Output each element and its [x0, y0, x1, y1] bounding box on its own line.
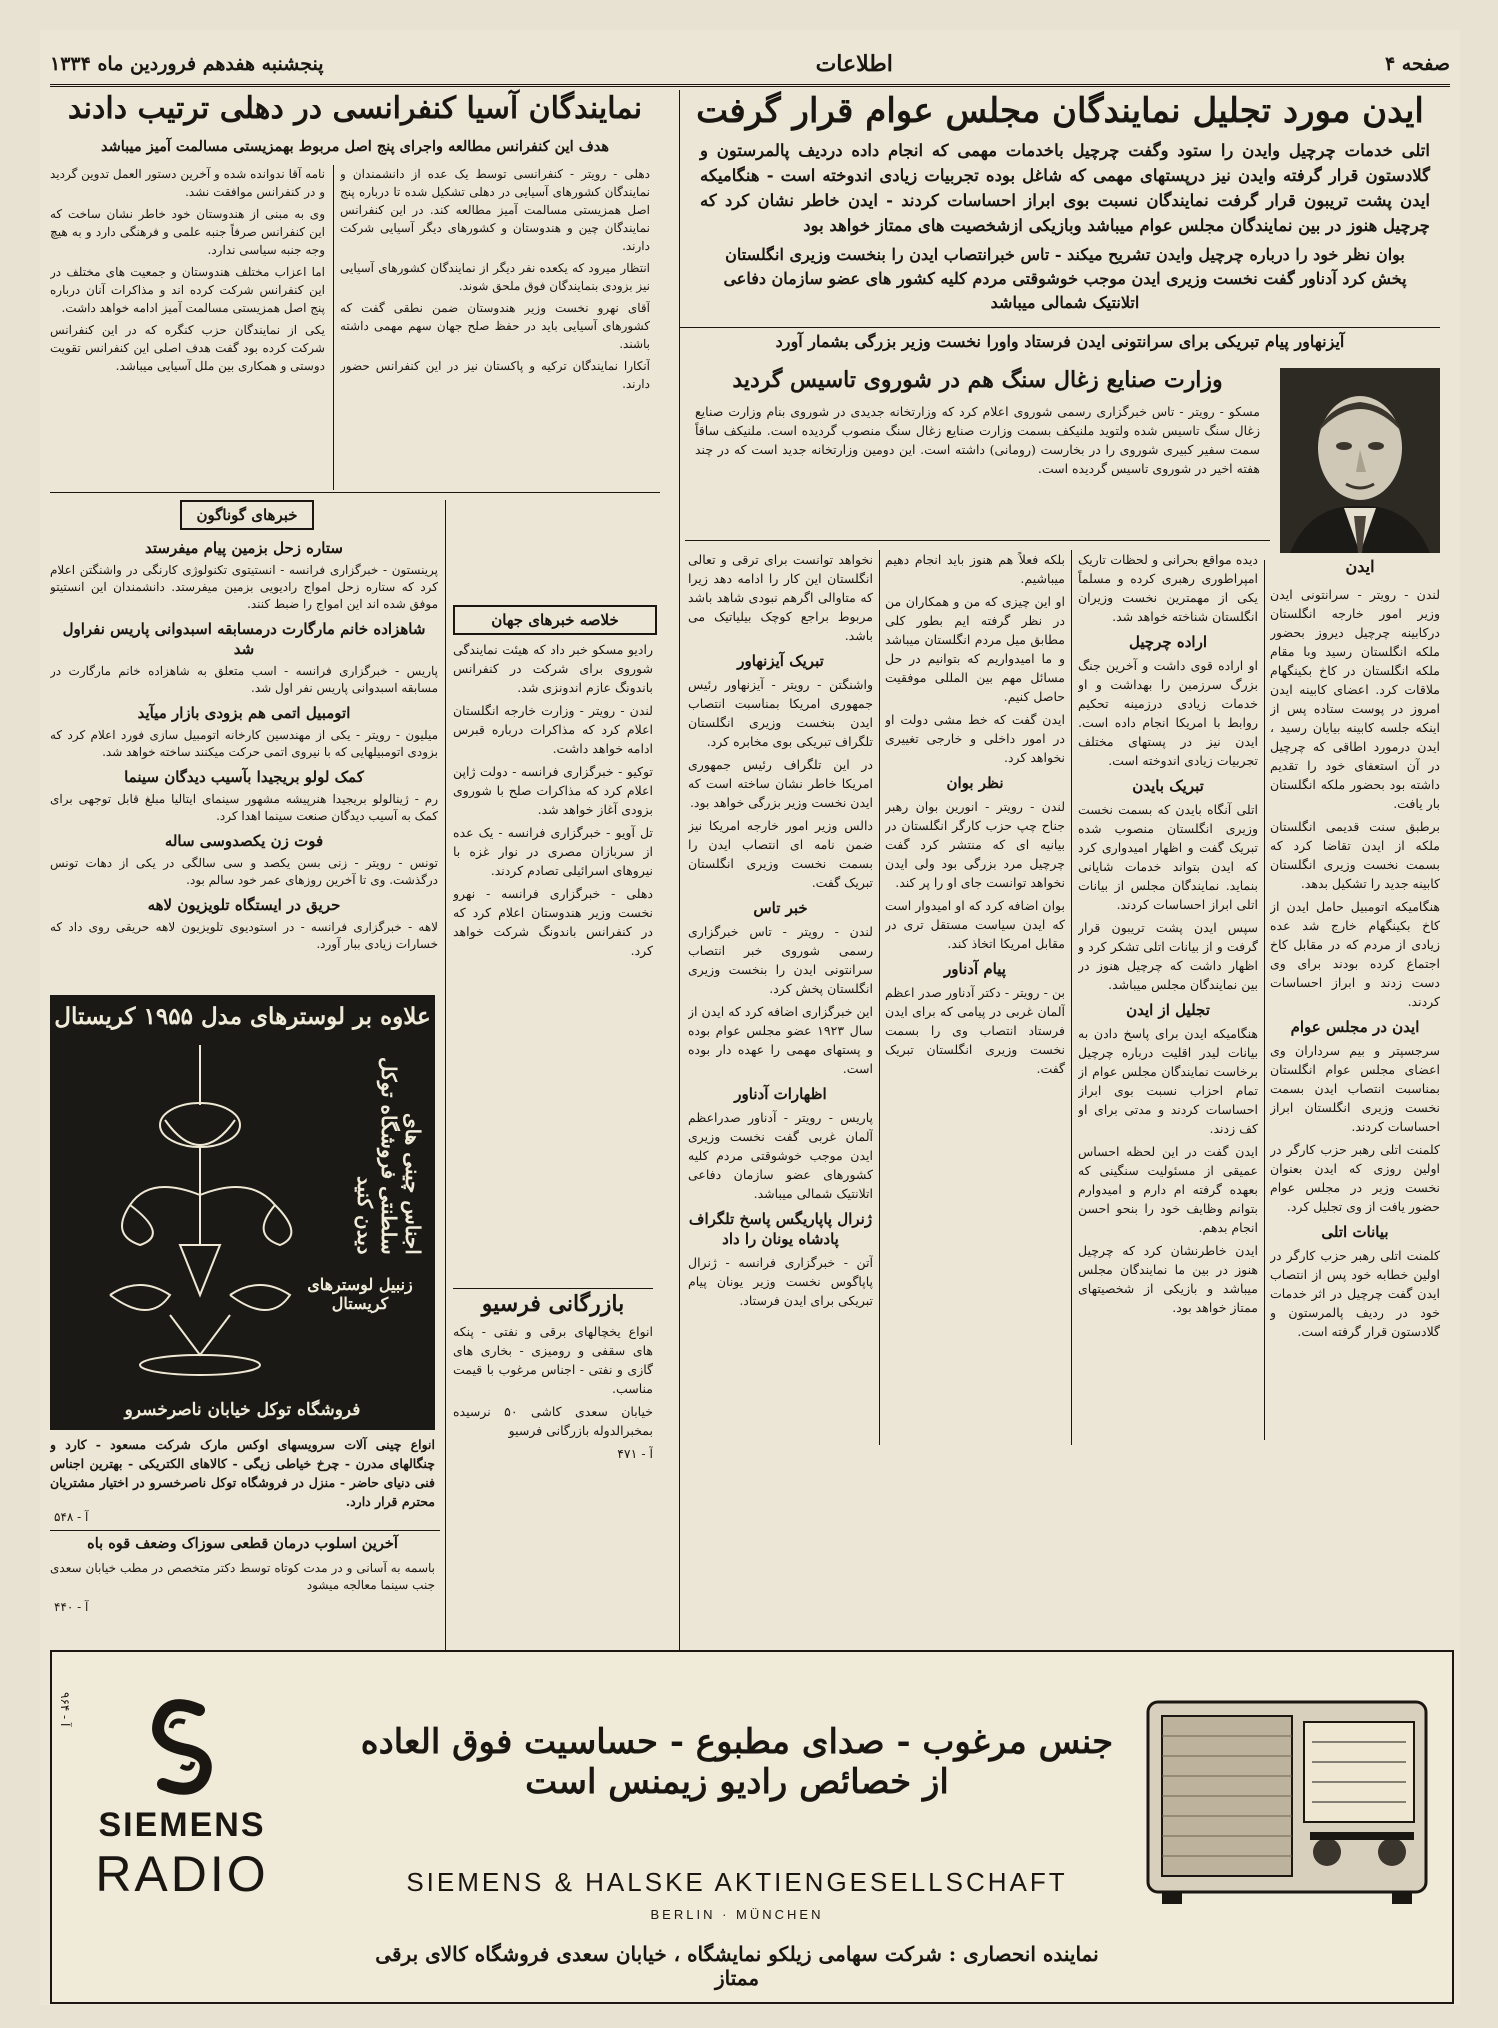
news-heading: ستاره زحل بزمین پیام میفرستد	[145, 539, 343, 557]
paragraph: لندن - رویتر - تاس خبرگزاری رسمی شوروی خبر انتصاب سرانتونی ایدن را بنخست وزیری انگلستان پخش کرد.	[688, 924, 873, 996]
paragraph: بوان اضافه کرد که او امیدوار است که ایدن سیاست مستقل تری در مقابل امریکا اتخاذ کند.	[885, 898, 1065, 951]
paragraph: برطبق سنت قدیمی انگلستان ملکه از ایدن تقاضا کرد که بسمت نخست وزیری انگلستان کابینه جدید را تشکیل بدهد.	[1270, 819, 1440, 891]
misc-news-column	[50, 532, 438, 982]
paragraph: وی به مبنی از هندوستان خود خاطر نشان ساخت که این کنفرانس صرفاً جنبه علمی و فرهنگی دارد و به هیچ وجه جنبه سیاسی ندارد.	[50, 207, 325, 257]
conference-col-a	[340, 165, 650, 490]
crystal-ad-code: آ - ۵۴۸	[54, 1510, 89, 1524]
crystal-ad-title: علاوه بر لوسترهای مدل ۱۹۵۵ کریستال	[54, 1003, 431, 1030]
column-heading: اظهارات آدناور	[734, 1085, 827, 1103]
conference-headline: نمایندگان آسیا کنفرانسی در دهلی ترتیب دادند	[67, 91, 643, 126]
column-heading: بیانات اتلی	[1321, 1223, 1389, 1241]
news-heading: کمک لولو بریجیدا بآسیب دیدگان سینما	[124, 768, 364, 786]
news-item: تل آویو - خبرگزاری فرانسه - یک عده از سربازان مصری در نوار غزه با نیروهای اسرائیلی تصادم کردند.	[453, 825, 653, 878]
news-text: لاهه - خبرگزاری فرانسه - در استودیوی تلویزیون لاهه حریقی روی داد که خسارات زیادی ببار آورد.	[50, 920, 438, 951]
conference-subhead: هدف این کنفرانس مطالعه واجرای پنج اصل مربوط بهمزیستی مسالمت آمیز میباشد	[100, 138, 610, 155]
paragraph: ایدن گفت در این لحظه احساس عمیقی از مسئولیت سنگینی که بعهده گرفته ام دارم و امیدوارم بتوانم وظایف خود را بنحو احسن انجام بدهم.	[1078, 1144, 1258, 1235]
coal-text	[695, 402, 1260, 532]
column-middle	[885, 550, 1065, 1445]
paragraph: بلکه فعلاً هم هنوز باید انجام دهیم میباشیم.	[885, 552, 1065, 586]
siemens-brand: SIEMENS	[98, 1806, 266, 1844]
siemens-ad	[50, 1650, 1454, 2004]
radio-illustration	[1142, 1692, 1432, 1912]
photo-caption: ایدن	[1345, 557, 1375, 576]
siemens-company: SIEMENS & HALSKE AKTIENGESELLSCHAFT	[406, 1867, 1068, 1897]
news-text: تونس - رویتر - زنی بسن یکصد و سی سالگی در یکی از دهات تونس درگذشت. وی تا آخرین روزهای عمر خود سالم بود.	[50, 856, 438, 887]
eden-photo	[1280, 368, 1440, 553]
paragraph: ایدن گفت که خط مشی دولت او در امور داخلی و خارجی تغییری نخواهد کرد.	[885, 712, 1065, 765]
crystal-ad-footer	[50, 1435, 435, 1510]
siemens-logo-icon	[137, 1692, 227, 1802]
column-heading: تبریک آیزنهاور	[737, 652, 824, 670]
paragraph: دالس وزیر امور خارجه امریکا نیز ضمن نامه ای انتصاب ایدن را بسمت نخست وزیری انگلستان تبریک گفت.	[688, 818, 873, 890]
paragraph: سرجسپتر و بیم سرداران وی اعضای مجلس عوام انگلستان بمناسبت انتصاب ایدن بسمت نخست وزیری انگلستان ابراز احساسات کردند.	[1270, 1043, 1440, 1134]
siemens-agent: نماینده انحصاری : شرکت سهامی زیلکو نمایشگاه ، خیابان سعدی فروشگاه کالای برقی ممتاز	[375, 1942, 1099, 1990]
issue-date: پنجشنبه هفدهم فروردین ماه ۱۳۳۴	[50, 53, 324, 75]
paragraph: آقای نهرو نخست وزیر هندوستان ضمن نطقی گفت که کشورهای آسیایی باید در حفظ صلح جهان سهم مهمی داشته باشند.	[340, 301, 650, 351]
news-text: پرینستون - خبرگزاری فرانسه - انستیتوی تکنولوژی کارنگی در واشنگتن اعلام کرد که ستاره زحل امواج رادیویی بزمین میفرستد. دانشمندان این انستیتو موفق شده اند این امواج را ضبط کنند.	[50, 563, 438, 611]
paragraph: اتلی آنگاه بایدن که بسمت نخست وزیری انگلستان منصوب شده تبریک گفت و اظهار امیدواری کرد که ایدن بتواند خدمات شایانی بنماید. نمایندگان مجلس از بیانات اتلی ابراز احساسات کردند.	[1078, 802, 1258, 912]
ad-address: خیابان سعدی کاشی ۵۰ نرسیده بمخبرالدوله بازرگانی فرسیو	[453, 1404, 653, 1438]
news-text: میلیون - رویتر - یکی از مهندسین کارخانه اتومبیل سازی فورد اعلام کرد که بزودی اتومبیلهایی که با نیروی اتمی حرکت میکنند ساخته خواهد شد.	[50, 728, 438, 759]
page-number: صفحه ۴	[1384, 53, 1450, 75]
paragraph: سپس ایدن پشت تریبون قرار گرفت و از بیانات اتلی تشکر کرد و اظهار داشت که چرچیل هنوز در بین نمایندگان مجلس میباشد.	[1078, 920, 1258, 992]
paragraph: لندن - رویتر - انورین بوان رهبر جناح چپ حزب کارگر انگلستان در بیانیه ای که منتشر کرد گفت چرچیل مرد بزرگی بود ولی ایدن نخواهد توانست جای او را پر کند.	[885, 799, 1065, 890]
paragraph: اما اعزاب مختلف هندوستان و جمعیت های مختلف در این کنفرانس شرکت کرده اند و مذاکرات آنان درباره پنج اصل همزیستی مسالمت آمیز ادامه خواهد داشت.	[50, 265, 325, 315]
paragraph: ایدن خاطرنشان کرد که چرچیل هنوز در بین ما نمایندگان مجلس میباشد و بازیکی از شخصیتهای ممتاز خواهد بود.	[1078, 1243, 1258, 1315]
news-heading: اتومبیل اتمی هم بزودی بازار میآید	[137, 704, 351, 722]
doctor-ad-title: آخرین اسلوب درمان قطعی سوزاک وضعف قوه باه	[87, 1535, 398, 1552]
ad-text: باسمه به آسانی و در مدت کوتاه توسط دکتر متخصص در مطب خیابان سعدی جنب سینما معالجه میشود	[50, 1561, 435, 1592]
main-lead: اتلی خدمات چرچیل وایدن را ستود وگفت چرچیل باخدمات مهمی که انجام داده دردیف پالمرستون و گلادستون قرار گرفته وایدن نیز درپستهای مهمی که شاغل بوده تجربیات زیادی اندوخته است - هنگامیکه ایدن پشت تریبون قرار گرفت نمایندگان نسبت بوی ابراز احساسات کردند - ایدن خاطر نشان کرد که چرچیل هنوز در بین نمایندگان مجلس عوام میباشد وبازیکی ازشخصیت های ممتاز خواهد بود	[700, 141, 1430, 235]
paragraph: هنگامیکه ایدن برای پاسخ دادن به بیانات لیدر اقلیت درباره چرچیل برخاست نمایندگان مجلس عوام از تمام احزاب نسبت بوی ابراز احساسات کردند و مدتی برای او کف زدند.	[1078, 1026, 1258, 1136]
paragraph: کلمنت اتلی رهبر حزب کارگر در اولین روزی که ایدن بعنوان نخست وزیر در مجلس عوام حضور یافت از وی تجلیل کرد.	[1270, 1142, 1440, 1214]
news-heading: شاهزاده خانم مارگارت درمسابقه اسبدوانی پاریس نفراول شد	[62, 620, 426, 658]
paragraph: در این تلگراف رئیس جمهوری امریکا خاطر نشان ساخته است که ایدن نخست وزیر بزرگی خواهد بود.	[688, 757, 873, 810]
paragraph: پاریس - رویتر - آدناور صدراعظم آلمان غربی گفت نخست وزیری ایدن موجب خوشوقتی مردم کلیه کشورهای عضو سازمان دفاعی اتلانتیک شمالی میباشد.	[688, 1110, 873, 1201]
paragraph: آنکارا نمایندگان ترکیه و پاکستان نیز در این کنفرانس حضور دارند.	[340, 359, 650, 391]
column-heading: ایدن در مجلس عوام	[1290, 1018, 1420, 1036]
paragraph: او اراده قوی داشت و آخرین جنگ بزرگ سرزمین را بهداشت و او خدمات زیادی درزمینه تحکیم روابط با امریکا انجام داده است. ایدن نیز در پستهای مختلف تجربیات زیادی اندوخته است.	[1078, 658, 1258, 768]
crystal-ad	[50, 995, 435, 1430]
main-headline: ایدن مورد تجلیل نمایندگان مجلس عوام قرار گرفت	[696, 91, 1424, 131]
paragraph: او این چیزی که من و همکاران من در نظر گرفته ایم بطور کلی مطابق میل مردم انگلستان میباشد و ما امیدواریم که بتوانیم در حل مسائل مهم بین المللی موفقیت حاصل کنیم.	[885, 594, 1065, 704]
column-heading: تبریک بایدن	[1132, 777, 1204, 795]
misc-news-title: خبرهای گوناگون	[180, 500, 314, 530]
news-item: رادیو مسکو خبر داد که هیئت نمایندگی شوروی برای شرکت در کنفرانس باندونگ عازم اندونزی شد.	[453, 642, 653, 695]
paragraph: دیده مواقع بحرانی و لحظات تاریک امپراطوری رهبری کرده و مسلماً یکی از مهمترین نخست وزیران انگلستان شناخته خواهد شد.	[1078, 552, 1258, 624]
news-item: لندن - رویتر - وزارت خارجه انگلستان اعلام کرد که مذاکرات درباره قبرس ادامه خواهد داشت.	[453, 703, 653, 756]
column-eden	[1270, 585, 1440, 1445]
doctor-ad-text	[50, 1560, 435, 1600]
ad-text: انواع یخچالهای برقی و نفتی - پنکه های سقفی و رومیزی - بخاری های گازی و نفتی - اجناس مرغوب با قیمت مناسب.	[453, 1324, 653, 1396]
siemens-slogan: جنس مرغوب - صدای مطبوع - حساسیت فوق العاده از خصائص رادیو زیمنس است	[360, 1722, 1114, 1802]
paragraph: بن - رویتر - دکتر آدناور صدر اعظم آلمان غربی در پیامی که برای ایدن فرستاد انتصاب وی را بسمت نخست وزیری انگلستان تبریک گفت.	[885, 985, 1065, 1076]
paragraph: کلمنت اتلی رهبر حزب کارگر در اولین خطابه خود پس از انتصاب ایدن گفت چرچیل در اثر خدمات خود در ردیف پالمرستون و گلادستون قرار گرفته است.	[1270, 1248, 1440, 1339]
ad-text: انواع چینی آلات سرویسهای اوکس مارک شرکت مسعود - کارد و چنگالهای مدرن - چرخ خیاطی زیگی - کالاهای الکتریکی - بهترین اجناس فنی دنیای حاضر - منزل در فروشگاه توکل ناصرخسرو در اختیار مشتریان محترم قرار دارد.	[50, 1437, 435, 1509]
doctor-ad-code: آ - ۴۴۰	[54, 1600, 89, 1614]
siemens-cities: BERLIN · MÜNCHEN	[650, 1907, 824, 1922]
world-news-column	[453, 640, 653, 1280]
siemens-code: آ - ۹۶۴	[58, 1692, 72, 1727]
ad-code: آ - ۴۷۱	[617, 1446, 653, 1461]
column-heading: تجلیل از ایدن	[1126, 1001, 1210, 1019]
column-heading: پیام آدناور	[944, 960, 1006, 978]
paragraph: دهلی - رویتر - کنفرانسی توسط یک عده از دانشمندان و نمایندگان کشورهای آسیایی در دهلی تشکیل شده تا درباره پنج اصل همزیستی مسالمت آمیز مطالعه کند. در این کنفرانس نمایندگان چین و هندوستان و کشورهای دیگر آسیایی شرکت دارند.	[340, 167, 650, 253]
news-text: رم - ژینالولو بریجیدا هنرپیشه مشهور سینمای ایتالیا مبلغ قابل توجهی برای کمک به آسیب دیدگان صنعت سینما اهدا کرد.	[50, 792, 438, 823]
main-subhead: آیزنهاور پیام تبریکی برای سرانتونی ایدن فرستاد واورا نخست وزیر بزرگی بشمار آورد	[775, 332, 1345, 351]
crystal-ad-side: اجناس چینی های سلطنتی فروشگاه توکل دیدن کنید	[353, 1057, 425, 1255]
column-center	[688, 550, 873, 1445]
paragraph: انتظار میرود که یکعده نفر دیگر از نمایندگان کشورهای آسیایی نیز بزودی بنمایندگان فوق ملحق شوند.	[340, 261, 650, 293]
column-heading: اراده چرچیل	[1128, 633, 1208, 651]
crystal-ad-shop: فروشگاه توکل خیابان ناصرخسرو	[124, 1400, 361, 1420]
news-item: دهلی - خبرگزاری فرانسه - نهرو نخست وزیر هندوستان اعلام کرد که در کنفرانس باندونگ شرکت خواهد کرد.	[453, 886, 653, 958]
siemens-product: RADIO	[95, 1846, 269, 1902]
paragraph: یکی از نمایندگان حزب کنگره که در این کنفرانس شرکت کرده بود گفت هدف اصلی این کنفرانس تقویت دوستی و همکاری بین ملل آسیایی میباشد.	[50, 323, 325, 373]
newspaper-page	[40, 30, 1460, 2005]
news-text: پاریس - خبرگزاری فرانسه - اسب متعلق به شاهزاده خانم مارگارت در مسابقه اسبدوانی پاریس نفر اول شد.	[50, 664, 438, 695]
bazaar-ad-text	[453, 1322, 653, 1592]
news-heading: فوت زن یکصدوسی ساله	[164, 832, 324, 850]
conference-col-b	[50, 165, 325, 490]
coal-headline: وزارت صنایع زغال سنگ هم در شوروی تاسیس گردید	[732, 367, 1223, 393]
portrait-image	[1280, 368, 1440, 553]
paragraph: نخواهد توانست برای ترقی و تعالی انگلستان این کار را ادامه دهد زیرا که متاوالی اگرهم نبودی شاهد باشد مربوط براجع کوچک بیلیاتیک می باشد.	[688, 552, 873, 643]
paper-name: اطلاعات	[815, 51, 893, 77]
paragraph: هنگامیکه اتومبیل حامل ایدن از کاخ بکینگهام خارج شد عده زیادی از مردم که در مقابل کاخ اجتماع کرده بودند برای وی دست زدند و ابراز احساسات کردند.	[1270, 899, 1440, 1009]
siemens-logo-block	[82, 1692, 282, 1952]
paragraph: نامه آقا ندوانده شده و آخرین دستور العمل تدوین گردید و در کنفرانس موافقت نشد.	[50, 167, 325, 199]
column-heading: خبر تاس	[753, 899, 808, 917]
paragraph: واشنگتن - رویتر - آیزنهاور رئیس جمهوری امریکا بمناسبت انتصاب ایدن بنخست وزیری انگلستان تلگراف تبریکی بوی مخابره کرد.	[688, 677, 873, 749]
news-heading: حریق در ایستگاه تلویزیون لاهه	[147, 896, 341, 914]
world-news-title: خلاصه خبرهای جهان	[453, 605, 657, 635]
column-heading: ژنرال پاپاریگس پاسخ تلگراف پادشاه یونان را داد	[688, 1210, 873, 1248]
masthead	[50, 44, 1450, 87]
main-lead-2: بوان نظر خود را درباره چرچیل وایدن تشریح میکند - تاس خبرانتصاب ایدن را بنخست وزیری انگلستان پخش کرد آدناور گفت نخست وزیری ایدن موجب خوشوقتی مردم کلیه کشور های عضو سازمان دفاعی اتلانتیک شمالی میباشد	[723, 245, 1407, 312]
crystal-ad-brand: زنبیل لوسترهای کریستال	[307, 1275, 413, 1313]
coal-paragraph: مسکو - رویتر - تاس خبرگزاری رسمی شوروی اعلام کرد که وزارتخانه جدیدی در شوروی بنام وزارت صنایع زغال سنگ تاسیس شده ولتوید ملنیکف بسمت وزارت صنایع زغال سنگ منصوب گردیده است. ملنیکف ساقاً سمت سفیر کبیری شوروی را در بخارست (رومانی) داشته است. این دومین وزارتخانه جدید است که در چند هفته اخیر در شوروی تاسیس گردیده است.	[695, 404, 1260, 476]
bazaar-ad-title: بازرگانی فرسیو	[481, 1291, 625, 1317]
news-item: توکیو - خبرگزاری فرانسه - دولت ژاپن اعلام کرد که مذاکرات صلح با شوروی بزودی آغاز خواهد شد.	[453, 764, 653, 817]
paragraph: این خبرگزاری اضافه کرد که ایدن از سال ۱۹۲۳ عضو مجلس عوام بوده و پستهای مهمی را عهده دار بوده است.	[688, 1004, 873, 1076]
paragraph: لندن - رویتر - سرانتونی ایدن وزیر امور خارجه انگلستان درکابینه چرچیل دیروز بحضور ملکه انگلستان رسید وبا مقام ملکه انگلستان در کاخ بکینگهام ملاقات کرد. اعضای کابینه ایدن امروز در پوست ستاده پس از اینکه جلسه کابینه بیایان رسید ، ایدن درمورد اطاقی که چرچیل در آن استعفای خود را تقدیم داشته بود بحضور ملکه انگلستان بار یافت.	[1270, 587, 1440, 811]
column-heading: نظر بوان	[946, 774, 1004, 792]
paragraph: آتن - خبرگزاری فرانسه - ژنرال پاپاگوس نخست وزیر یونان پیام تبریکی برای ایدن فرستاد.	[688, 1255, 873, 1308]
column-attlee	[1078, 550, 1258, 1445]
